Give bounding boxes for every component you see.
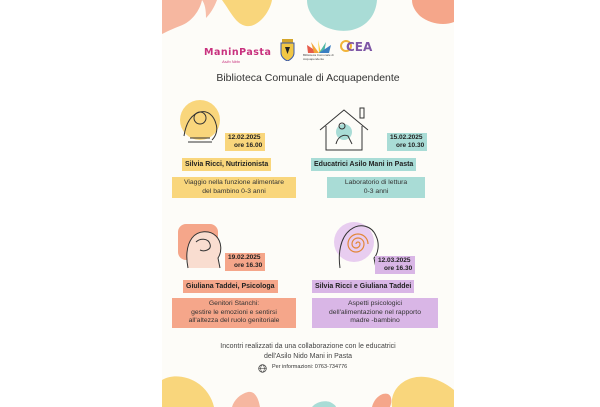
child-eating-illustration [170, 96, 230, 146]
logo-bar [162, 37, 454, 67]
page-title: Biblioteca Comunale di Acquapendente [216, 72, 400, 84]
poster [162, 0, 454, 407]
logo-mani-subtitle: Asilo Nido [222, 59, 241, 64]
municipal-crest-icon [280, 39, 295, 61]
event-1-description: Viaggio nella funzione alimentare del bambino 0-3 anni [172, 177, 296, 198]
event-4-speaker: Silvia Ricci e Giuliana Taddei [312, 280, 414, 293]
logo-cea: CEA [346, 40, 373, 54]
event-2-description: Laboratorio di lettura 0-3 anni [327, 177, 425, 198]
contact-info: Per informazioni: 0763-734776 [272, 364, 348, 370]
event-2-date: 15.02.2025 ore 10.30 [387, 133, 427, 151]
decorative-shapes-bottom [162, 350, 454, 407]
event-3-date: 19.02.2025 ore 16.30 [225, 253, 265, 271]
event-3-speaker: Giuliana Taddei, Psicologa [183, 280, 278, 293]
house-reading-illustration [314, 104, 384, 152]
event-1-date: 12.02.2025 ore 16.00 [225, 133, 265, 151]
event-3-description: Genitori Stanchi: gestire le emozioni e sentirsi all'altezza del ruolo genitoriale [172, 298, 296, 328]
logo-mani-in-pasta: ManinPasta [204, 47, 272, 58]
footer-credits: Incontri realizzati da una collaborazione con le educatrici dell'Asilo Nido Mani in Pasta [220, 343, 396, 360]
event-1-speaker: Silvia Ricci, Nutrizionista [182, 158, 271, 171]
event-2-speaker: Educatrici Asilo Mani in Pasta [311, 158, 416, 171]
event-4-description: Aspetti psicologici dell'alimentazione nel rapporto madre -bambino [312, 298, 438, 328]
library-logo-text: Biblioteca Comunale di Acquapendente [303, 53, 334, 61]
event-4-date: 12.03.2025 ore 16.30 [375, 256, 415, 274]
